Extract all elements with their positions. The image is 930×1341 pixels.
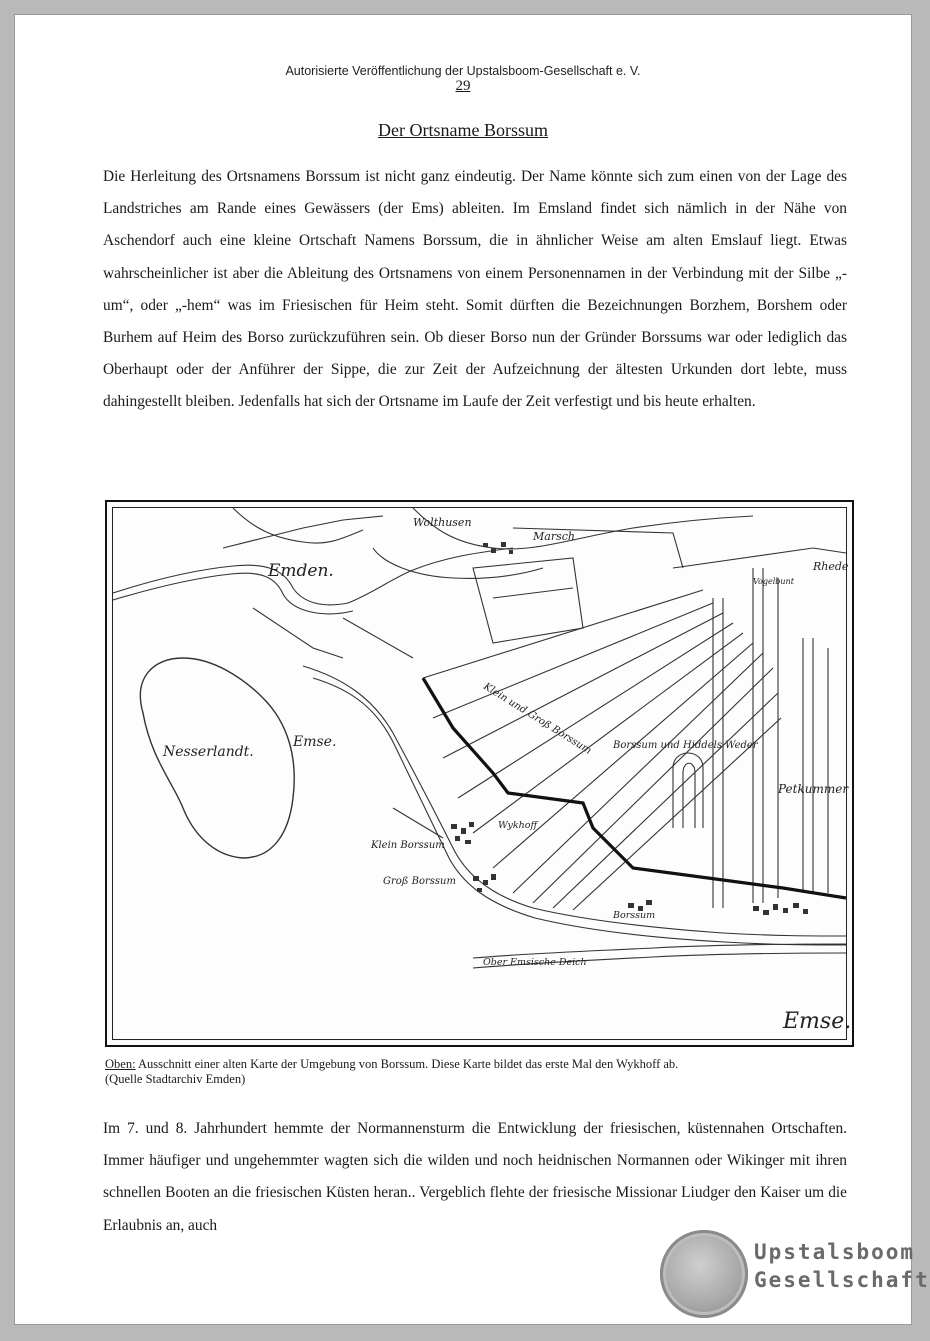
historic-map [105,500,854,1047]
caption-lead: Oben: [105,1057,136,1071]
society-logo [660,1230,930,1326]
label-klein-gross-borssum: Klein und Groß Borssum [481,681,594,757]
paragraph-origin: Die Herleitung des Ortsnamens Borssum ist nicht ganz eindeutig. Der Name könnte sich zum einen von der Lage des Landstriches am Rande eines Gewässers (der Ems) ableiten. Im Emsland findet sich nämlich in der Nähe von Aschendorf auch eine kleine Ortschaft Namens Borssum, die in ähnlicher Weise am alten Emslauf liegt. Etwas wahrscheinlicher ist aber die Ableitung des Ortsnamens von einem Personennamen in der Verbindung mit der Silbe „-um“, oder „-hem“ was im Friesischen für Heim steht. Somit dürften die Bezeichnungen Borzhem, Borshem oder Burhem auf Heim des Borso zurückzuführen sein. Ob dieser Borso nun der Gründer Borssums war oder lediglich das Oberhaupt oder der Anführer der Sippe, die zur Zeit der Aufzeichnung der ältesten Urkunden dort lebte, muss dahingestellt bleiben. Jedenfalls hat sich der Ortsname im Laufe der Zeit verfestigt und bis heute erhalten. [103,168,847,411]
label-borssum: Borssum [613,910,656,921]
label-emden: Emden. [268,561,334,581]
label-nesserland: Nesserlandt. [163,744,254,760]
paragraph-normans: Im 7. und 8. Jahrhundert hemmte der Normannensturm die Entwicklung der friesischen, küstennahen Ortschaften. Immer häufiger und ungehemmter wagten sich die wilden und noch heidnischen Normannen oder Wikinger mit ihren schnellen Booten an die friesischen Küsten heran.. Vergeblich flehte der friesische Missionar Liudger den Kaiser um die Erlaubnis an, auch [103,1120,847,1234]
label-gross-borssum: Groß Borssum [383,876,456,887]
label-borssum-hiddels: Borssum und Hiddels Weder [613,740,758,751]
logo-line-2: Gesellschaft [754,1268,930,1292]
label-klein-borssum: Klein Borssum [371,840,445,851]
logo-text [754,1238,930,1294]
map-caption [105,1057,850,1087]
label-emse-corner: Emse. [783,1009,852,1034]
caption-source: (Quelle Stadtarchiv Emden) [105,1072,246,1086]
label-marsch: Marsch [533,530,575,543]
caption-text: Ausschnitt einer alten Karte der Umgebung von Borssum. Diese Karte bildet das erste Mal den Wykhoff ab. [135,1057,679,1071]
page-title: Der Ortsname Borssum [378,120,548,140]
label-rhede: Rhede [813,560,849,573]
map-svg [113,508,852,1039]
seal-icon [660,1230,748,1318]
label-oberdeich: Ober Emsische Deich [483,957,587,968]
label-wolthusen: Wolthusen [413,516,472,529]
page-number: 29 [455,78,471,94]
map-drawing [112,507,852,1040]
label-emse-center: Emse. [293,734,337,750]
document-page [14,14,930,1325]
label-petkum: Petkummer [778,782,849,796]
header-line: Autorisierte Veröffentlichung der Upstalsboom-Gesellschaft e. V. [285,64,641,78]
label-vogelbunt: Vogelbunt [753,577,794,586]
logo-line-1: Upstalsboom [754,1240,916,1264]
label-wykhoff: Wykhoff [498,820,538,831]
